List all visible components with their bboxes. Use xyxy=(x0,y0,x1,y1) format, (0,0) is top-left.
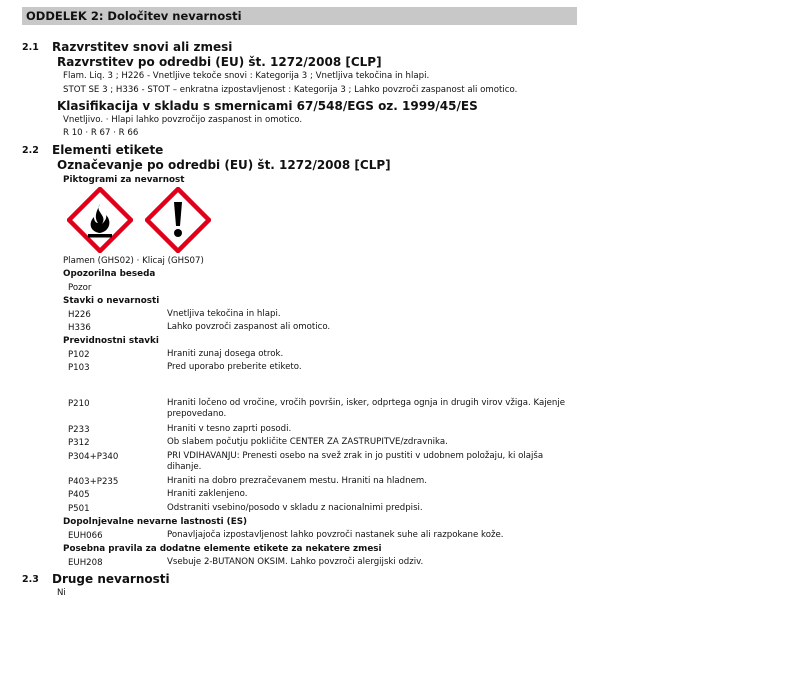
pictograms-caption: Plamen (GHS02) · Klicaj (GHS07) xyxy=(63,256,204,266)
precaution-text: Odstraniti vsebino/posodo v skladu z nacionalnimi predpisi. xyxy=(167,503,423,513)
pictograms-label: Piktogrami za nevarnost xyxy=(63,175,185,185)
supplemental-text: Ponavljajoča izpostavljenost lahko povzroči nastanek suhe ali razpokane kože. xyxy=(167,530,504,540)
section-2-1-number: 2.1 xyxy=(22,42,39,53)
section-2-1-title: Razvrstitev snovi ali zmesi xyxy=(52,40,233,54)
section-header-title: ODDELEK 2: Določitev nevarnosti xyxy=(26,9,242,23)
precaution-text: Hraniti ločeno od vročine, vročih površin, isker, odprtega ognja in drugih virov vžiga. Kajenje prepovedano. xyxy=(167,398,566,419)
clp-classification-title: Razvrstitev po odredbi (EU) št. 1272/2008 [CLP] xyxy=(57,55,382,69)
precaution-text: Ob slabem počutju pokličite CENTER ZA ZASTRUPITVE/zdravnika. xyxy=(167,437,448,447)
special-text: Vsebuje 2-BUTANON OKSIM. Lahko povzroči alergijski odziv. xyxy=(167,557,424,567)
clp-label-title: Označevanje po odredbi (EU) št. 1272/2008 [CLP] xyxy=(57,158,391,172)
hazard-code: H336 xyxy=(68,323,91,333)
precaution-code: P102 xyxy=(68,350,90,360)
section-2-3-title: Druge nevarnosti xyxy=(52,572,170,586)
clp-classification-line-1: Flam. Liq. 3 ; H226 - Vnetljive tekoče snovi : Kategorija 3 ; Vnetljiva tekočina in hlapi. xyxy=(63,71,430,81)
special-rules-label: Posebna pravila za dodatne elemente etikete za nekatere zmesi xyxy=(63,544,382,554)
precaution-code: P405 xyxy=(68,490,90,500)
flame-icon xyxy=(67,187,133,253)
precaution-code: P103 xyxy=(68,363,90,373)
precaution-code: P403+P235 xyxy=(68,477,119,487)
section-2-2-title: Elementi etikete xyxy=(52,143,164,157)
section-2-2-number: 2.2 xyxy=(22,145,39,156)
directive-classification-line-1: Vnetljivo. · Hlapi lahko povzročijo zaspanost in omotico. xyxy=(63,115,303,125)
special-code: EUH208 xyxy=(68,558,103,568)
hazard-text: Lahko povzroči zaspanost ali omotico. xyxy=(167,322,331,332)
directive-classification-title: Klasifikacija v skladu s smernicami 67/548/EGS oz. 1999/45/ES xyxy=(57,99,478,113)
hazard-statements-label: Stavki o nevarnosti xyxy=(63,296,160,306)
supplemental-code: EUH066 xyxy=(68,531,103,541)
precaution-code: P233 xyxy=(68,425,90,435)
signal-word-value: Pozor xyxy=(68,283,92,293)
precaution-text: Hraniti na dobro prezračevanem mestu. Hraniti na hladnem. xyxy=(167,476,427,486)
section-2-3-number: 2.3 xyxy=(22,574,39,585)
clp-classification-line-2: STOT SE 3 ; H336 - STOT – enkratna izpostavljenost : Kategorija 3 ; Lahko povzroči zaspanost ali omotico. xyxy=(63,85,518,95)
precaution-code: P501 xyxy=(68,504,90,514)
precautionary-statements-label: Previdnostni stavki xyxy=(63,336,159,346)
precaution-text: Hraniti zaklenjeno. xyxy=(167,489,248,499)
precaution-text: Pred uporabo preberite etiketo. xyxy=(167,362,302,372)
precaution-text: PRI VDIHAVANJU: Prenesti osebo na svež zrak in jo pustiti v udobnem položaju, ki olajša dihanje. xyxy=(167,451,544,472)
signal-word-label: Opozorilna beseda xyxy=(63,269,156,279)
precaution-code: P312 xyxy=(68,438,90,448)
other-hazards-value: Ni xyxy=(57,588,66,598)
hazard-text: Vnetljiva tekočina in hlapi. xyxy=(167,309,281,319)
precaution-text: Hraniti v tesno zaprti posodi. xyxy=(167,424,292,434)
precaution-code: P304+P340 xyxy=(68,452,119,462)
precaution-text: Hraniti zunaj dosega otrok. xyxy=(167,349,284,359)
exclamation-icon xyxy=(145,187,211,253)
precaution-code: P210 xyxy=(68,399,90,409)
hazard-code: H226 xyxy=(68,310,91,320)
directive-r-phrases: R 10 · R 67 · R 66 xyxy=(63,128,139,138)
supplemental-hazard-label: Dopolnjevalne nevarne lastnosti (ES) xyxy=(63,517,248,527)
